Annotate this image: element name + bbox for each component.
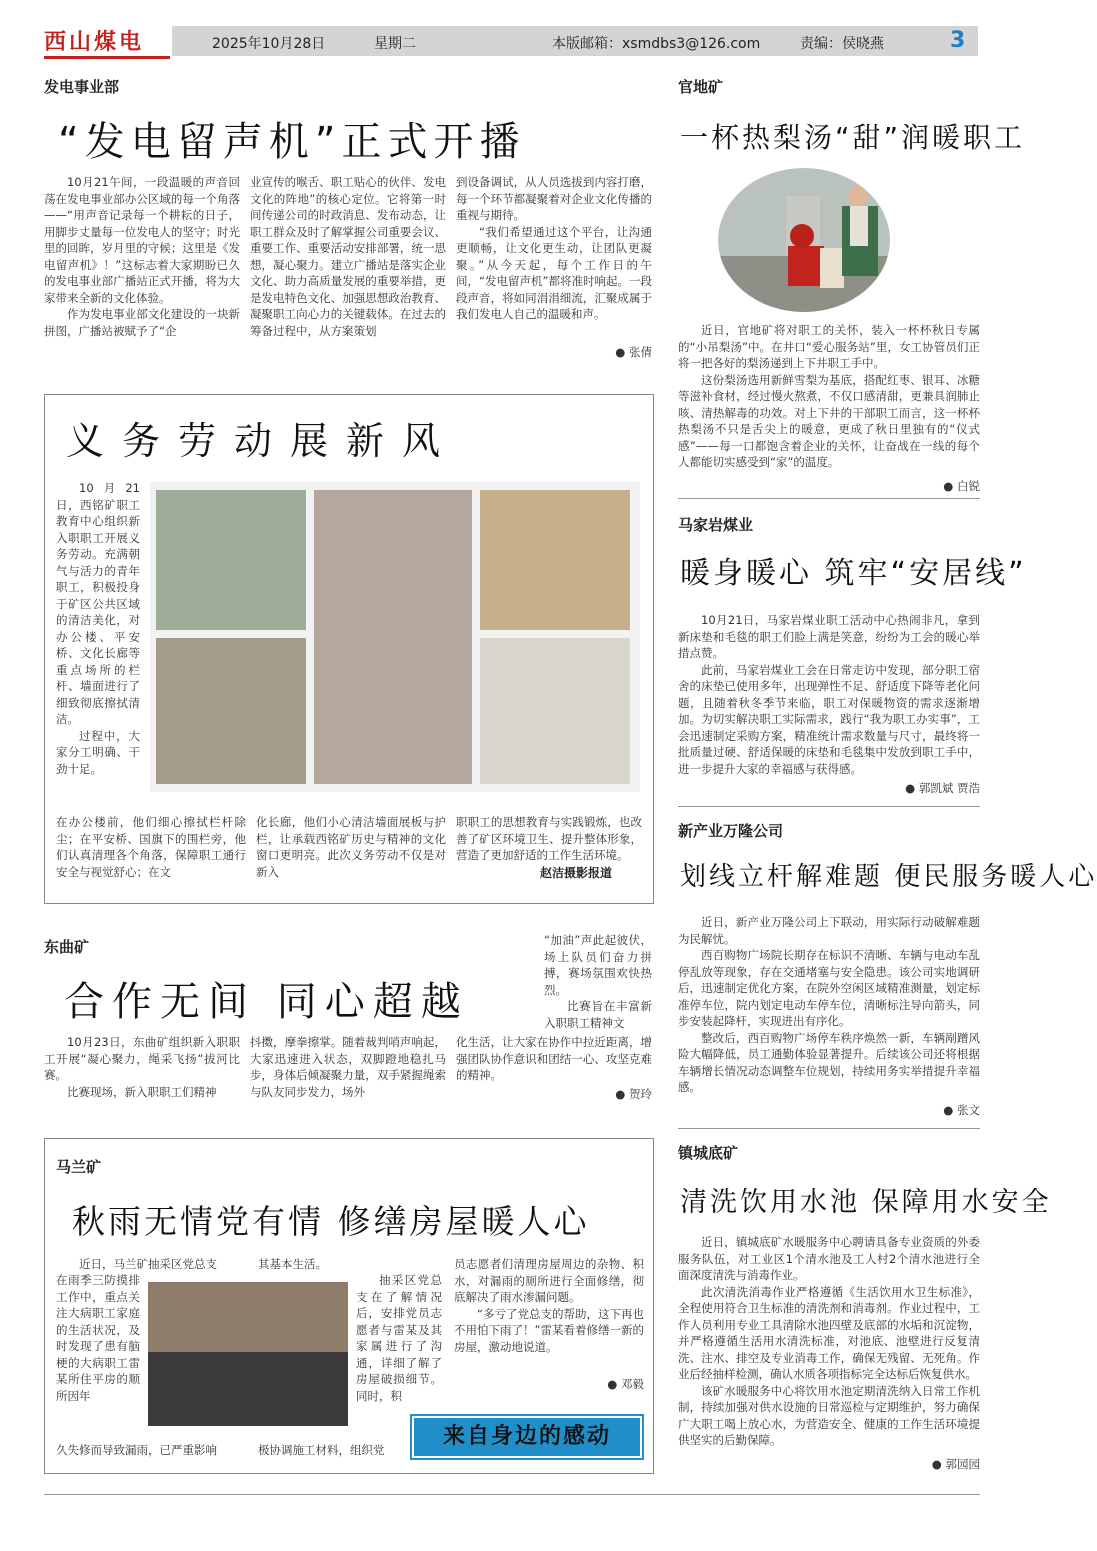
article3-bottom-col3: 职职工的思想教育与实践锻炼，也改善了矿区环境卫生、提升整体形象，营造了更加舒适的工作生活环境。 [456,815,642,862]
section-tag-power: 发电事业部 [44,78,120,96]
photo-stairs-cleaning [480,638,630,784]
touching-stories-banner: 来自身边的感动 [412,1416,642,1458]
section-tag-guandi: 官地矿 [678,78,724,96]
article3-left-text: 10月21日，西铭矿职工教育中心组织新入职职工开展义务劳动。充满朝气与活力的青年职工，积极投身于矿区公共区域的清洁美化，对办公楼、平安桥、文化长廊等重点场所的栏杆、墙面进行了细致彻底擦拭清洁。 过程中，大家分工明确、干劲十足。 [56,481,140,776]
headline-voluntary-labor: 义务劳动展新风 [66,419,459,463]
photo-roof-repair [148,1282,348,1426]
article1-col2: 业宣传的喉舌、职工贴心的伙伴、发电文化的阵地”的核心定位。它将第一时间传递公司的时政消息、发布动态，让职工群众及时了解掌握公司重要会议、重要工作、重要活动安排部署，统一思想，凝心聚力。建立广播站是落实企业文化、助力高质量发展的重要举措，更是发电特色文化、加强思想政治教育、凝聚职工向心力的关键载体。在过去的筹备过程中，从方案策划 [250,175,446,338]
headline-broadcast: “发电留声机”正式开播 [58,119,526,165]
article1-col3: 到设备调试，从人员选拔到内容打磨，每一个环节都凝聚着对企业文化传播的重视与期待。 “我们希望通过这个平台，让沟通更顺畅，让文化更生动，让团队更凝聚。”从今天起，每个工作日的午间，“发电留声机”都将准时响起。一段段声音，将如同涓涓细流，汇聚成属于我们发电人自己的温暖和声。 [456,175,652,321]
issue-weekday: 星期二 [374,36,416,52]
header-bar [172,26,978,56]
article7-byline: ● 郭园园 [880,1456,980,1472]
section-tag-majiayan: 马家岩煤业 [678,516,754,534]
article8-col2-top: 其基本生活。 [258,1257,327,1271]
article3-byline: 赵洁摄影报道 [540,866,613,880]
article6-col1: 10月23日，东曲矿组织新入职职工开展“凝心聚力，绳采飞扬”拔河比赛。 比赛现场，新入职职工们精神 [44,1035,240,1099]
divider [678,806,980,807]
article3-bottom-col1: 在办公楼前，他们细心擦拭栏杆除尘；在平安桥、国旗下的围栏旁，他们认真清理各个角落，保障职工通行安全与视觉舒心；在文 [56,815,246,879]
article6-byline: ● 贺玲 [580,1086,652,1102]
article6-col2: 抖擞，摩拳擦掌。随着裁判哨声响起，大家迅速进入状态，双脚蹬地稳扎马步，身体后倾凝聚力量，双手紧握绳索与队友同步发力，场外 [250,1035,446,1099]
article8-col3: 员志愿者们清理房屋周边的杂物、积水，对漏雨的厕所进行全面修缮，彻底解决了雨水渗漏问题。 “多亏了党总支的帮助，这下再也不用怕下雨了！”雷某看着修缮一新的房屋，激动地说道。 [454,1257,644,1354]
article8-col1: 在雨季三防摸排工作中，重点关注大病职工家庭的生活状况，及时发现了患有脑梗的大病职工雷某所住平房的顺所因年 [56,1273,140,1403]
article8-col1-bottom: 久失修而导致漏雨，已严重影响 [56,1443,217,1457]
headline-warm-heart: 暖身暖心 筑牢“安居线” [680,556,1027,591]
newspaper-logo: 西山煤电 [44,29,145,55]
photo-panel-wiping [314,490,472,784]
article2-byline: ● 白锐 [880,478,980,494]
article6-col3: 化生活，让大家在协作中拉近距离，增强团队协作意识和团结一心、攻坚克难的精神。 [456,1035,652,1082]
article7-text: 近日，镇城底矿水暖服务中心聘请具备专业资质的外委服务队伍，对工业区1个清水池及工人村2个清水池进行全面深度清洗与消毒作业。 此次清洗消毒作业严格遵循《生活饮用水卫生标准》，全程使用符合卫生标准的清洗剂和消毒剂。作业过程中，工作人员利用专业工具清除水池四壁及底部的水垢和沉淀物，并严格遵循生活用水清洗标准，对池底、池壁进行反复清洗、注水、排空及专业消毒工作，确保无残留、无死角。作业后经抽样检测，确认水质各项指标完全达标后恢复供水。 该矿水暖服务中心将饮用水池定期清洗纳入日常工作机制，持续加强对供水设施的日常巡检与定期维护，努力确保广大职工喝上放心水，为营造安全、健康的工作生活环境提供坚实的后勤保障。 [678,1235,980,1447]
article8-col2-bottom: 极协调施工材料，组织党 [258,1443,385,1457]
headline-house-repair: 秋雨无情党有情 修缮房屋暖人心 [72,1202,590,1241]
section-tag-zhenchengdi: 镇城底矿 [678,1144,739,1162]
photo-wall-cleaning [156,638,306,784]
logo-underline [44,56,170,59]
section-tag-wanlong: 新产业万隆公司 [678,822,784,840]
photo-railing-cleaning [156,490,306,630]
article8-byline: ● 邓毅 [560,1376,644,1392]
article4-text: 10月21日，马家岩煤业职工活动中心热闹非凡，拿到新床垫和毛毯的职工们脸上满是笑意，纷纷为工会的暖心举措点赞。 此前，马家岩煤业工会在日常走访中发现，部分职工宿舍的床垫已使用多年，出现弹性不足、舒适度下降等老化问题，且随着秋冬季节来临，职工对保暖物资的需求逐渐增加。为切实解决职工实际需求，践行“我为职工办实事”，工会迅速制定采购方案，精准统计需求数量与尺寸，最终将一批质量过硬、舒适保暖的床垫和毛毯集中发放到职工手中，进一步提升大家的幸福感与获得感。 [678,613,980,776]
article5-byline: ● 张文 [880,1102,980,1118]
headline-water-tank: 清洗饮用水池 保障用水安全 [680,1187,1052,1218]
headline-pear-soup: 一杯热梨汤“甜”润暖职工 [680,121,1026,154]
photo-corridor-cleaning [480,490,630,630]
issue-date: 2025年10月28日 [212,36,326,52]
article2-text: 近日，官地矿将对职工的关怀，装入一杯杯秋日专属的“小吊梨汤”中。在井口“爱心服务站”里，女工协管员们正将一把各好的梨汤递到上下井职工手中。 这份梨汤选用新鲜雪梨为基底，搭配红枣、银耳、冰糖等滋补食材，经过慢火熬煮，不仅口感清甜，更兼具润肺止咳、清热解毒的功效。对上下井的干部职工而言，这一杯杯热梨汤不只是舌尖上的暖意，更成了秋日里独有的“仪式感”——每一口都饱含着企业的关怀，让奋战在一线的每个人都能切实感受到“家”的温度。 [678,323,980,469]
bottom-rule [44,1494,980,1495]
article6-col3-top: “加油”声此起彼伏，场上队员们奋力拼搏，赛场氛围欢快热烈。 比赛旨在丰富新入职职工精神文 [544,933,652,1030]
article1-col1: 10月21午间，一段温暖的声音回荡在发电事业部办公区域的每一个角落——“用声音记录每一个耕耘的日子，用脚步丈量每一位发电人的坚守；时光里的回眸，岁月里的守候；这里是《发电留声机》！”这标志着大家期盼已久的发电事业部广播站正式开播，将为大家带来全新的文化体验。 作为发电事业部文化建设的一块新拼图，广播站被赋予了“企 [44,175,240,338]
headline-parking: 划线立杆解难题 便民服务暖人心 [680,862,1097,892]
headline-tug-of-war: 合作无间 同心超越 [64,979,469,1025]
page-editor: 责编：侯晓燕 [800,36,884,52]
article8-col1-top: 近日，马兰矿抽采区党总支 [79,1257,217,1271]
article1-byline: ● 张倩 [560,344,652,360]
photo-collage [150,482,640,792]
divider [678,498,980,499]
pear-soup-photo [716,166,892,314]
page-number: 3 [950,28,966,53]
article5-text: 近日，新产业万隆公司上下联动，用实际行动破解难题为民解忧。 西百购物广场院长期存在标识不清晰、车辆与电动车乱停乱放等现象，存在交通堵塞与安全隐患。该公司实地调研后，迅速制定优化方案，在院外空闲区域精准测量，划定标准停车位，院内划定电动车停车位，清晰标注导向箭头，同步安装起降杆，实现进出有序化。 整改后，西百购物广场停车秩序焕然一新，车辆剐蹭风险大幅降低，员工通勤体验显著提升。后续该公司还将根据车辆增长情况动态调整车位规划，持续用务实举措提升幸福感。 [678,915,980,1094]
article3-bottom-col2: 化长廊，他们小心清洁墙面展板与护栏，让承载西铭矿历史与精神的文化窗口更明亮。此次义务劳动不仅是对新入 [256,815,446,879]
section-tag-dongqu: 东曲矿 [44,938,90,956]
section-tag-malan: 马兰矿 [56,1158,102,1176]
article8-col2: 抽采区党总支在了解情况后，安排党员志愿者与雷某及其家属进行了沟通，详细了解了房屋破损细节。同时，积 [356,1273,442,1403]
page-email: 本版邮箱：xsmdbs3@126.com [552,36,761,52]
article4-byline: ● 郭凯斌 贾浩 [860,780,980,796]
divider [678,1128,980,1129]
